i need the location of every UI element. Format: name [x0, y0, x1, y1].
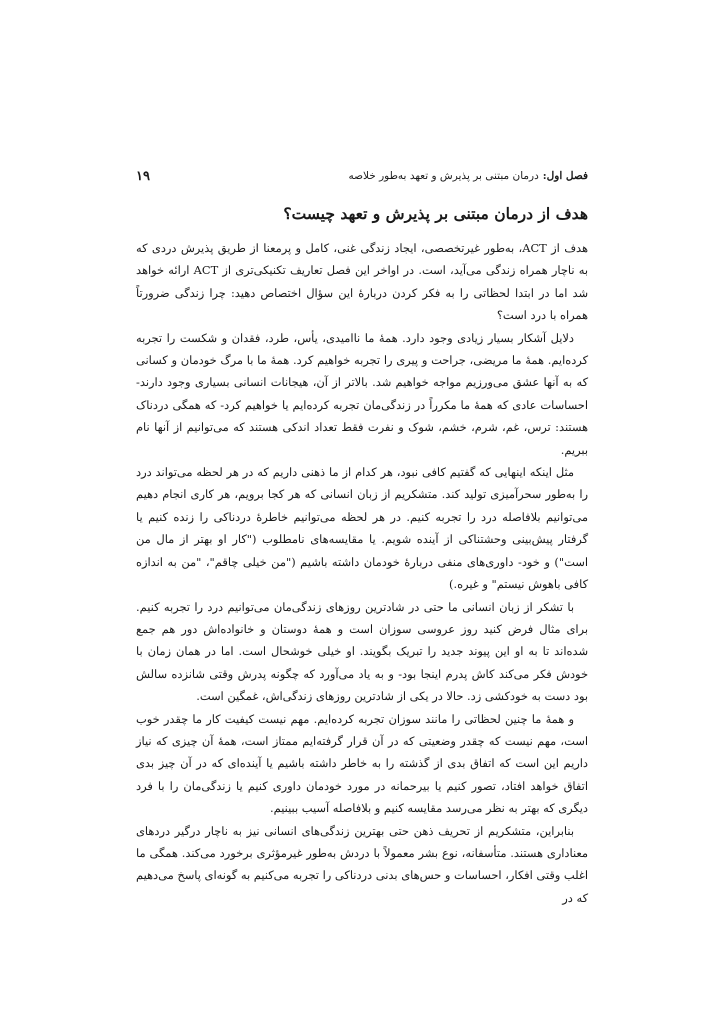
- paragraph: دلایل آشکار بسیار زیادی وجود دارد. همهٔ ما ناامیدی، یأس، طرد، فقدان و شکست را تجربه کرده‌ایم. همهٔ ما مریضی، جراحت و پیری را تجربه خواهیم کرد. همهٔ ما با مرگ خودمان و کسانی که به آنها عشق می‌ورزیم مواجه خواهیم شد. بالاتر از آن، هیجانات انسانی بسیاری وجود دارند- احساسات عادی که همهٔ ما مکرراً در زندگی‌مان تجربه کرده‌ایم یا خواهیم کرد- که همگی دردناک هستند: ترس، غم، شرم، خشم، شوک و نفرت فقط تعداد اندکی هستند که می‌توانیم از آنها نام ببریم.: [136, 330, 588, 457]
- body-text: [136, 237, 588, 909]
- section-title: هدف از درمان مبتنی بر پذیرش و تعهد چیست؟: [283, 204, 588, 223]
- chapter-heading: [348, 170, 588, 182]
- chapter-title: درمان مبتنی بر پذیرش و تعهد به‌طور خلاصه: [348, 170, 539, 182]
- page-number: ۱۹: [136, 168, 150, 184]
- paragraph: با تشکر از زبان انسانی ما حتی در شادترین روزهای زندگی‌مان می‌توانیم درد را تجربه کنیم. برای مثال فرض کنید روز عروسی سوزان است و همهٔ دوستان و خانواده‌اش دور هم جمع شده‌اند تا به او این پیوند جدید را تبریک بگویند. او خیلی خوشحال است. اما در همان زمان با خودش فکر می‌کند کاش پدرم اینجا بود- و به یاد می‌آورد که چگونه پدرش وقتی شانزده سالش بود دست به خودکشی زد. حالا در یکی از شادترین روزهای زندگی‌اش، غمگین است.: [136, 599, 588, 704]
- paragraph: بنابراین، متشکریم از تحریف ذهن حتی بهترین زندگی‌های انسانی نیز به ناچار درگیر دردهای معناداری هستند. متأسفانه، نوع بشر معمولاً با دردش به‌طور غیرمؤثری برخورد می‌کند. همگی ما اغلب وقتی افکار، احساسات و حس‌های بدنی دردناکی را تجربه می‌کنیم به گونه‌ای پاسخ می‌دهیم که در: [136, 823, 588, 905]
- running-header: [136, 166, 588, 186]
- paragraph: هدف از ACT، به‌طور غیرتخصصی، ایجاد زندگی غنی، کامل و پرمعنا از طریق پذیرش دردی که به ناچار همراه زندگی می‌آید، است. در اواخر این فصل تعاریف تکنیکی‌تری از ACT ارائه خواهد شد اما در ابتدا لحظاتی را به فکر کردن دربارهٔ این سؤال اختصاص دهید: چرا زندگی ضرورتاً همراه با درد است؟: [136, 241, 588, 323]
- paragraph: مثل اینکه اینهایی که گفتیم کافی نبود، هر کدام از ما ذهنی داریم که در هر لحظه می‌تواند درد را به‌طور سحرآمیزی تولید کند. متشکریم از زبان انسانی که هر کجا برویم، هر کاری انجام دهیم می‌توانیم بلافاصله درد را تجربه کنیم. در هر لحظه می‌توانیم خاطرهٔ دردناکی را زنده کنیم یا گرفتار پیش‌بینی وحشتناکی از آینده شویم. یا مقایسه‌های نامطلوب ("کار او بهتر از مال من است") و خود- داوری‌های منفی دربارهٔ خودمان داشته باشیم ("من خیلی چاقم"، "من به اندازه کافی باهوش نیستم" و غیره.): [136, 465, 588, 592]
- chapter-label: فصل اول:: [542, 170, 588, 182]
- paragraph: و همهٔ ما چنین لحظاتی را مانند سوزان تجربه کرده‌ایم. مهم نیست کیفیت کار ما چقدر خوب است، مهم نیست که چقدر وضعیتی که در آن قرار گرفته‌ایم ممتاز است، همهٔ آن چیزی که نیاز داریم این است که اتفاق بدی از گذشته را به خاطر داشته باشیم یا آینده‌ای که در آن چیز بدی اتفاق خواهد افتاد، تصور کنیم یا بیرحمانه در مورد خودمان داوری کنیم یا زندگی‌مان را با فرد دیگری که بهتر به نظر می‌رسد مقایسه کنیم و بلافاصله آسیب ببینیم.: [136, 711, 588, 816]
